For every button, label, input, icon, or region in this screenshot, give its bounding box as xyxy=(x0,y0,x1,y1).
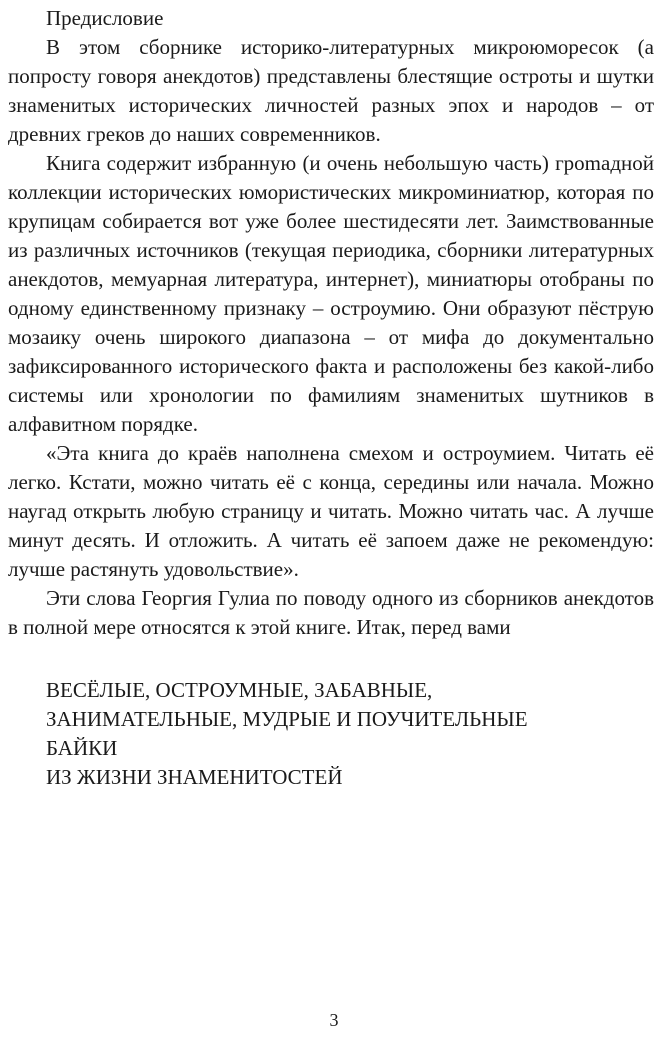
paragraph-gulia: Эти слова Георгия Гулиа по поводу одного из сборников анекдотов в полной мере относятся к этой книге. Итак, перед вами xyxy=(8,586,654,639)
book-title-line: ВЕСЁЛЫЕ, ОСТРОУМНЫЕ, ЗАБАВНЫЕ, xyxy=(46,678,433,702)
book-title-line: БАЙКИ xyxy=(46,736,118,760)
book-title-line: ИЗ ЖИЗНИ ЗНАМЕНИТОСТЕЙ xyxy=(46,765,343,789)
paragraph-quote: «Эта книга до краёв наполнена смехом и остроумием. Читать её легко. Кстати, можно читать её с конца, середины или начала. Можно наугад открыть любую страницу и читать. Можно читать час. А лучше минут десять. И отложить. А читать её запоем даже не рекомендую: лучше растянуть удовольствие». xyxy=(8,441,654,581)
paragraph-collection: Книга содержит избранную (и очень небольшую часть) гроmадной коллекции исторических юмористических микроминиатюр, которая по крупицам собирается вот уже более шестидесяти лет. Заимствованные из различных источников (текущая периодика, сборники литературных анекдотов, мемуарная литература, интернет), миниатюры отобраны по одному единственному признаку – остроумию. Они образуют пёструю мозаику очень широкого диапазона – от мифа до документально зафиксированного исторического факта и расположены без какой-либо системы или хронологии по фамилиям знаменитых шутников в алфавитном порядке. xyxy=(8,151,654,436)
book-title-line: ЗАНИМАТЕЛЬНЫЕ, МУДРЫЕ И ПОУЧИТЕЛЬНЫЕ xyxy=(46,707,528,731)
page-number: 3 xyxy=(329,1010,339,1030)
paragraph-intro: В этом сборнике историко-литературных микроюморесок (а попросту говоря анекдотов) представлены блестящие остроты и шутки знаменитых исторических личностей разных эпох и народов – от древних греков до наших современников. xyxy=(8,35,654,146)
book-title-block xyxy=(8,676,654,792)
preface-heading: Предисловие xyxy=(46,6,164,30)
